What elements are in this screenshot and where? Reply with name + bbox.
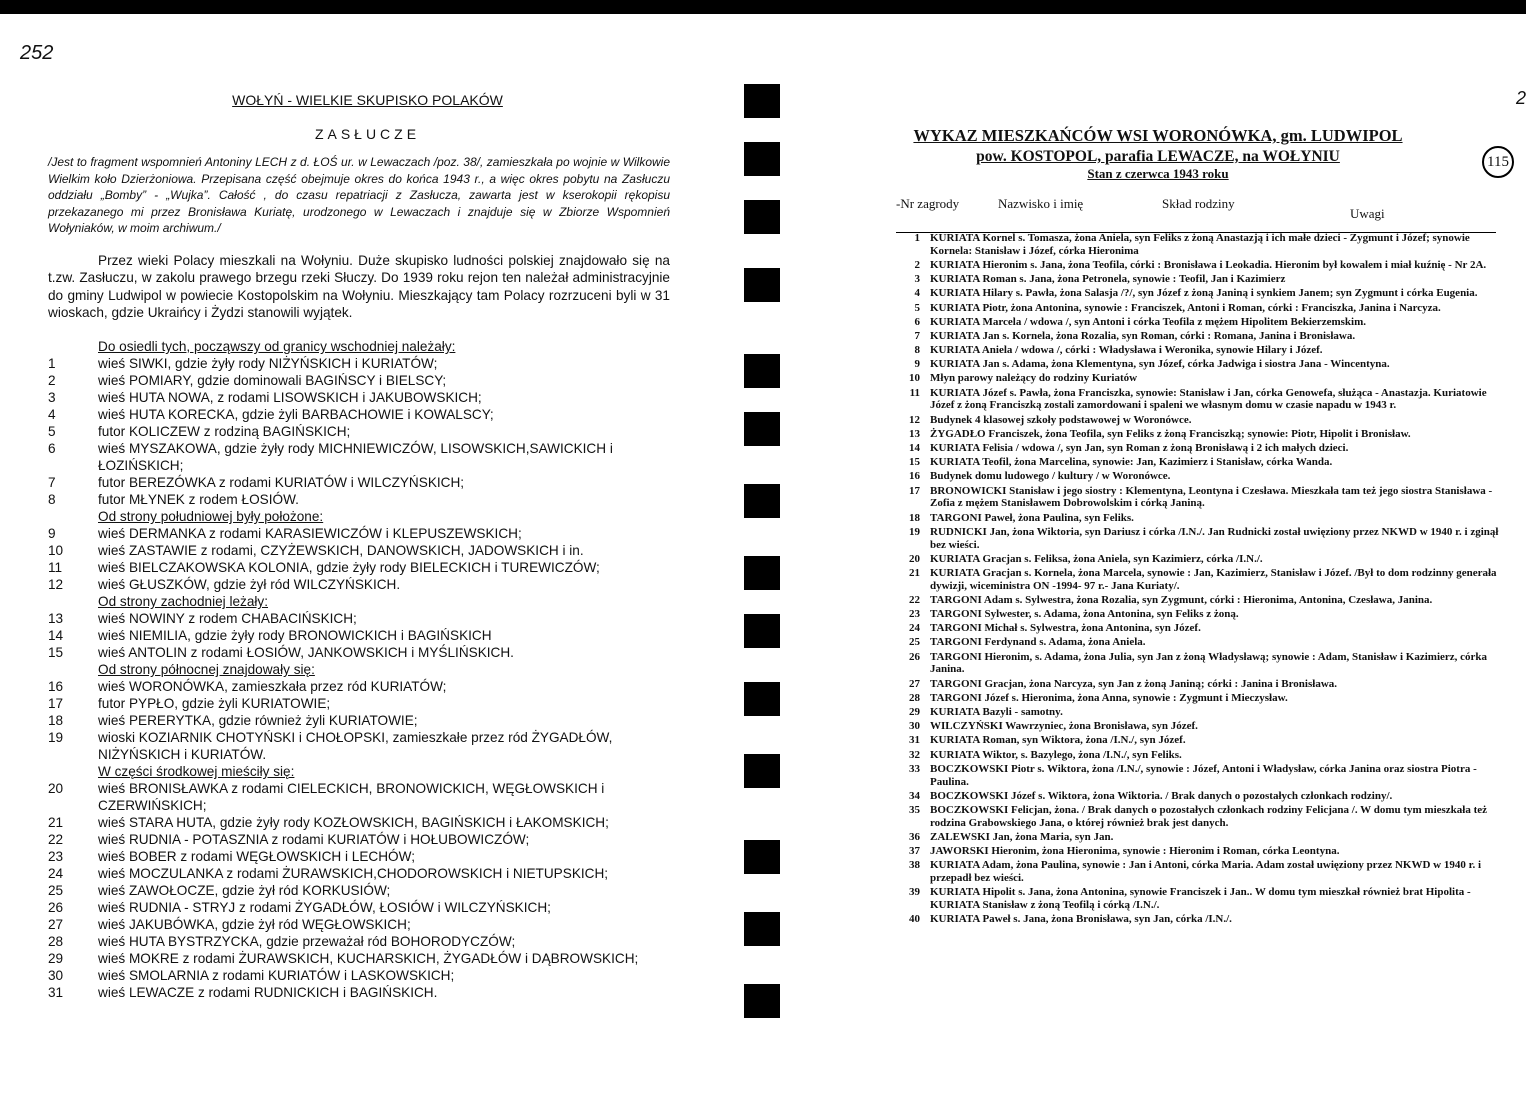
entry-text: BOCZKOWSKI Piotr s. Wiktora, żona /I.N./, synowie : Józef, Antoni i Władysław, córka Janina oraz siostra Piotra - Paulina. xyxy=(930,762,1477,788)
entry-number: 12 xyxy=(909,413,920,426)
entry-number: 3 xyxy=(914,273,920,286)
village-item xyxy=(48,406,688,423)
village-item xyxy=(48,423,688,440)
village-text: wieś HUTA BYSTRZYCKA, gdzie przeważał ród BOHORODYCZÓW; xyxy=(98,934,516,949)
village-number: 18 xyxy=(48,713,64,728)
resident-entry xyxy=(896,594,1502,607)
entry-number: 11 xyxy=(909,386,920,399)
entry-number: 27 xyxy=(909,677,920,690)
resident-entry xyxy=(896,804,1502,830)
left-title: WOŁYŃ - WIELKIE SKUPISKO POLAKÓW xyxy=(232,92,503,108)
resident-entry xyxy=(896,763,1502,789)
entry-text: KURIATA Kornel s. Tomasza, żona Aniela, syn Feliks z żoną Anastazją i ich małe dzieci - Zygmunt i Józef; synowie Kornela: Stanisław i Józef, córka Hieronima xyxy=(930,232,1470,257)
entry-number: 14 xyxy=(909,442,920,455)
resident-entries xyxy=(896,232,1502,927)
entry-number: 35 xyxy=(909,803,920,816)
entry-text: KURIATA Piotr, żona Antonina, synowie : Franciszek, Antoni i Roman, córki : Franciszka, Janina i Narcyza. xyxy=(930,301,1441,314)
binding-ring xyxy=(744,984,780,1018)
village-item xyxy=(48,831,688,848)
resident-entry xyxy=(896,302,1502,315)
village-item xyxy=(48,950,688,967)
village-text: wieś MYSZAKOWA, gdzie żyły rody MICHNIEWICZÓW, LISOWSKICH,SAWICKICH i ŁOZIŃSKICH; xyxy=(98,441,613,473)
col-header-nr: -Nr zagrody xyxy=(896,196,960,211)
village-number: 24 xyxy=(48,866,64,881)
village-number: 21 xyxy=(48,815,64,830)
right-page-number: 2 xyxy=(1516,88,1526,108)
entry-text: BRONOWICKI Stanisław i jego siostry : Klementyna, Leontyna i Czesława. Mieszkała tam też jego siostra Stanisława - Zofia z mężem Stanisławem Dobrowolskim i córką Janiną. xyxy=(930,484,1493,510)
resident-entry xyxy=(896,749,1502,762)
village-item xyxy=(48,389,688,406)
village-text: futor MŁYNEK z rodem ŁOSIÓW. xyxy=(98,492,299,507)
binding-ring xyxy=(744,84,780,118)
village-item xyxy=(48,627,688,644)
resident-entry xyxy=(896,913,1502,926)
entry-text: KURIATA Hipolit s. Jana, żona Antonina, synowie Franciszek i Jan.. W domu tym mieszkał również brat Hipolita - KURIATA Stanisław z żoną Teofilą i córką /I.N./. xyxy=(930,886,1471,912)
entry-number: 29 xyxy=(909,706,920,719)
entry-text: KURIATA Jan s. Adama, żona Klementyna, syn Józef, córka Jadwiga i siostra Jana - Wincentyna. xyxy=(930,358,1390,371)
village-number: 5 xyxy=(48,424,56,439)
entry-number: 24 xyxy=(909,622,920,635)
binding-ring xyxy=(744,754,780,788)
entry-text: WILCZYŃSKI Wawrzyniec, żona Bronisława, syn Józef. xyxy=(930,720,1198,733)
village-text: futor PYPŁO, gdzie żyli KURIATOWIE; xyxy=(98,696,331,711)
entry-number: 33 xyxy=(909,762,920,775)
left-subtitle: ZASŁUCZE xyxy=(314,126,421,142)
village-item xyxy=(48,984,688,1001)
entry-text: KURIATA Teofil, żona Marcelina, synowie: Jan, Kazimierz i Stanisław, córka Wanda. xyxy=(930,456,1333,469)
col-header-notes: Uwagi xyxy=(1350,206,1385,221)
binding-ring xyxy=(744,200,780,234)
entry-text: KURIATA Marcela / wdowa /, syn Antoni i córka Teofila z mężem Hipolitem Bekierzemskim. xyxy=(930,315,1366,328)
group-header-west: Od strony zachodniej leżały: xyxy=(98,594,269,609)
entry-text: TARGONI Hieronim, s. Adama, żona Julia, syn Jan z żoną Władysławą; synowie : Adam, Stanisław i Kazimierz, córka Janina. xyxy=(930,650,1488,676)
village-number: 11 xyxy=(48,560,63,575)
village-text: wieś MOCZULANKA z rodami ŻURAWSKICH,CHODOROWSKICH i NIETUPSKICH; xyxy=(98,866,609,881)
entry-number: 26 xyxy=(909,650,920,663)
group-header-center: W części środkowej mieściły się: xyxy=(98,764,295,779)
village-number: 10 xyxy=(48,543,64,558)
village-number: 15 xyxy=(48,645,64,660)
resident-entry xyxy=(896,456,1502,469)
village-item xyxy=(48,712,688,729)
resident-entry xyxy=(896,553,1502,566)
resident-entry xyxy=(896,651,1502,677)
entry-number: 1 xyxy=(914,232,920,244)
entry-text: KURIATA Józef s. Pawła, żona Franciszka, synowie: Stanisław i Jan, córka Genowefa, służąca - Anastazja. Kuriatowie Józef z żoną Franciszką zostali zamordowani i spaleni we własnym domu w czasie napadu w 1943 r. xyxy=(930,386,1487,412)
village-item xyxy=(48,678,688,695)
village-item xyxy=(48,610,688,627)
village-group-north xyxy=(48,678,688,763)
intro-paragraph: Przez wieki Polacy mieszkali na Wołyniu. Duże skupisko ludności polskiej znajdowało się na t.zw. Zasłuczu, w zakolu prawego brzegu rzeki Słuczy. Do 1939 roku rejon ten należał administracyjnie do gminy Ludwipol w powiecie Kostopolskim na Wołyniu. Mieszkający tam Polacy rozrzuceni byli w 31 wioskach, gdzie Ukraińcy i Żydzi stanowili wyjątek. xyxy=(48,253,670,321)
binding-ring xyxy=(744,268,780,302)
village-item xyxy=(48,899,688,916)
resident-entry xyxy=(896,485,1502,511)
village-text: wieś HUTA NOWA, z rodami LISOWSKICH i JAKUBOWSKICH; xyxy=(98,390,482,405)
village-text: wieś NOWINY z rodem CHABACIŃSKICH; xyxy=(98,611,357,626)
village-number: 17 xyxy=(48,696,64,711)
entry-number: 10 xyxy=(909,372,920,385)
entry-number: 17 xyxy=(909,484,920,497)
resident-entry xyxy=(896,636,1502,649)
village-item xyxy=(48,967,688,984)
binding-ring xyxy=(744,614,780,648)
village-text: wieś POMIARY, gdzie dominowali BAGIŃSCY i BIELSCY; xyxy=(98,373,447,388)
village-item xyxy=(48,644,688,661)
entry-number: 13 xyxy=(909,427,920,440)
entry-number: 34 xyxy=(909,789,920,802)
village-item xyxy=(48,780,688,814)
right-title-location: pow. KOSTOPOL, parafia LEWACZE, na WOŁYNIU xyxy=(976,148,1340,165)
village-item xyxy=(48,491,688,508)
village-number: 8 xyxy=(48,492,56,507)
resident-entry xyxy=(896,273,1502,286)
village-item xyxy=(48,729,688,763)
entry-number: 28 xyxy=(909,691,920,704)
village-number: 13 xyxy=(48,611,64,626)
entry-text: Młyn parowy należący do rodziny Kuriatów xyxy=(930,372,1138,385)
resident-entry xyxy=(896,859,1502,885)
village-item xyxy=(48,525,688,542)
resident-entry xyxy=(896,706,1502,719)
village-item xyxy=(48,865,688,882)
entry-text: KURIATA Roman, syn Wiktora, żona /I.N./, syn Józef. xyxy=(930,734,1186,747)
resident-entry xyxy=(896,316,1502,329)
entry-number: 31 xyxy=(909,734,920,747)
resident-entry xyxy=(896,678,1502,691)
binding-ring xyxy=(744,142,780,176)
village-number: 30 xyxy=(48,968,64,983)
village-item xyxy=(48,474,688,491)
village-text: wieś RUDNIA - STRYJ z rodami ŻYGADŁÓW, ŁOSIÓW i WILCZYŃSKICH; xyxy=(98,900,551,915)
village-number: 3 xyxy=(48,390,56,405)
resident-entry xyxy=(896,608,1502,621)
resident-entry xyxy=(896,387,1502,413)
entry-text: KURIATA Adam, żona Paulina, synowie : Jan i Antoni, córka Maria. Adam został uwięziony przez NKWD w 1940 r. i przepadł bez wieści. xyxy=(930,859,1482,885)
entry-number: 23 xyxy=(909,608,920,621)
entry-text: TARGONI Józef s. Hieronima, żona Anna, synowie : Zygmunt i Mieczysław. xyxy=(930,691,1288,704)
village-number: 25 xyxy=(48,883,64,898)
entry-text: KURIATA Paweł s. Jana, żona Bronisława, syn Jan, córka /I.N./. xyxy=(930,913,1232,926)
village-text: wieś BIELCZAKOWSKA KOLONIA, gdzie żyły rody BIELECKICH i TUREWICZÓW; xyxy=(98,560,600,575)
spiral-binding xyxy=(738,14,786,1115)
entry-text: TARGONI Adam s. Sylwestra, żona Rozalia, syn Zygmunt, córki : Hieronima, Antonina, Czesława, Janina. xyxy=(930,593,1433,606)
village-text: wieś MOKRE z rodami ŻURAWSKICH, KUCHARSKICH, ŻYGADŁÓW i DĄBROWSKICH; xyxy=(98,951,639,966)
entry-number: 36 xyxy=(909,830,920,843)
village-group-east xyxy=(48,355,688,508)
entry-number: 20 xyxy=(909,552,920,565)
village-number: 6 xyxy=(48,441,56,456)
village-group-south xyxy=(48,525,688,593)
entry-text: KURIATA Gracjan s. Kornela, żona Marcela, synowie : Jan, Kazimierz, Stanisław i Józef. /Był to dom rodzinny generała dywizji, wiceministra ON -1994- 97 r.- Jana Kuriaty/. xyxy=(930,566,1497,592)
village-number: 2 xyxy=(48,373,56,388)
group-header-east: Do osiedli tych, począwszy od granicy wschodniej należały: xyxy=(98,339,456,354)
entry-number: 30 xyxy=(909,720,920,733)
resident-entry xyxy=(896,567,1502,593)
resident-entry xyxy=(896,734,1502,747)
village-number: 4 xyxy=(48,407,56,422)
village-text: wieś ANTOLIN z rodami ŁOSIÓW, JANKOWSKICH i MYŚLIŃSKICH. xyxy=(98,645,514,660)
village-text: wieś DERMANKA z rodami KARASIEWICZÓW i KLEPUSZEWSKICH; xyxy=(98,526,522,541)
binding-ring xyxy=(744,840,780,874)
entry-text: Budynek domu ludowego / kultury / w Woronówce. xyxy=(930,470,1171,483)
group-header-south: Od strony południowej były położone: xyxy=(98,509,324,524)
entry-number: 9 xyxy=(914,358,920,371)
village-number: 20 xyxy=(48,781,64,796)
left-page xyxy=(0,14,735,1115)
entry-number: 38 xyxy=(909,859,920,872)
resident-entry xyxy=(896,470,1502,483)
village-text: futor KOLICZEW z rodziną BAGIŃSKICH; xyxy=(98,424,351,439)
village-text: wieś ZASTAWIE z rodami, CZYŻEWSKICH, DANOWSKICH, JADOWSKICH i in. xyxy=(98,543,584,558)
village-item xyxy=(48,695,688,712)
resident-entry xyxy=(896,414,1502,427)
circled-number: 115 xyxy=(1482,146,1514,178)
entry-text: KURIATA Wiktor, s. Bazylego, żona /I.N./, syn Feliks. xyxy=(930,748,1182,761)
village-number: 26 xyxy=(48,900,64,915)
village-item xyxy=(48,372,688,389)
village-item xyxy=(48,933,688,950)
entry-number: 4 xyxy=(914,287,920,300)
resident-entry xyxy=(896,845,1502,858)
village-text: futor BEREZÓWKA z rodami KURIATÓW i WILCZYŃSKICH; xyxy=(98,475,465,490)
village-number: 23 xyxy=(48,849,64,864)
entry-text: Budynek 4 klasowej szkoły podstawowej w Woronówce. xyxy=(930,413,1192,426)
binding-ring xyxy=(744,484,780,518)
entry-text: KURIATA Hilary s. Pawła, żona Salasja /?/, syn Józef z żoną Janiną i synkiem Janem; syn Zygmunt i córka Eugenia. xyxy=(930,287,1478,300)
village-item xyxy=(48,355,688,372)
binding-ring xyxy=(744,354,780,388)
village-text: wieś PERERYTKA, gdzie również żyli KURIATOWIE; xyxy=(98,713,418,728)
village-number: 14 xyxy=(48,628,64,643)
village-group-center xyxy=(48,780,688,1001)
resident-entry xyxy=(896,287,1502,300)
entry-number: 25 xyxy=(909,636,920,649)
resident-entry xyxy=(896,344,1502,357)
village-item xyxy=(48,916,688,933)
village-text: wieś LEWACZE z rodami RUDNICKICH i BAGIŃSKICH. xyxy=(98,985,438,1000)
village-number: 16 xyxy=(48,679,64,694)
entry-text: KURIATA Gracjan s. Feliksa, żona Aniela, syn Kazimierz, córka /I.N./. xyxy=(930,552,1263,565)
village-text: wieś SMOLARNIA z rodami KURIATÓW i LASKOWSKICH; xyxy=(98,968,455,983)
right-page xyxy=(790,14,1526,1115)
village-item xyxy=(48,440,688,474)
village-number: 1 xyxy=(48,356,56,371)
resident-entry xyxy=(896,526,1502,552)
source-note: /Jest to fragment wspomnień Antoniny LECH z d. ŁOŚ ur. w Lewaczach /poz. 38/, zamieszkała po wojnie w Wilkowie Wielkim koło Dzierżoniowa. Przepisana część obejmuje okres do końca 1943 r., a więc okres pobytu na Zasłuczu oddziału „Bomby” - „Wujka”. Całość , do czasu repatriacji z Zasłucza, zawarta jest w kserokopii rękopisu przekazanego mi przez Bronisława Kuriatę, urodzonego w Lewaczach i znajduje się w Zbiorze Wspomnień Wołyniaków, w moim archiwum./ xyxy=(48,155,670,236)
left-page-number: 252 xyxy=(20,42,54,64)
village-number: 7 xyxy=(48,475,56,490)
group-header-north: Od strony północnej znajdowały się: xyxy=(98,662,315,677)
entry-number: 8 xyxy=(914,344,920,357)
village-group-west xyxy=(48,610,688,661)
village-number: 31 xyxy=(48,985,64,1000)
village-item xyxy=(48,814,688,831)
village-text: wieś GŁUSZKÓW, gdzie żył ród WILCZYŃSKICH. xyxy=(98,577,401,592)
entry-text: KURIATA Roman s. Jana, żona Petronela, synowie : Teofil, Jan i Kazimierz xyxy=(930,273,1286,286)
village-item xyxy=(48,542,688,559)
resident-entry xyxy=(896,790,1502,803)
entry-text: TARGONI Ferdynand s. Adama, żona Aniela. xyxy=(930,636,1146,649)
binding-ring xyxy=(744,412,780,446)
entry-number: 22 xyxy=(909,593,920,606)
col-header-family: Skład rodziny xyxy=(1162,196,1235,211)
village-text: wieś BOBER z rodami WĘGŁOWSKICH i LECHÓW; xyxy=(98,849,415,864)
entry-number: 16 xyxy=(909,470,920,483)
village-text: wieś SIWKI, gdzie żyły rody NIŻYŃSKICH i KURIATÓW; xyxy=(98,356,438,371)
village-number: 22 xyxy=(48,832,64,847)
village-list xyxy=(48,338,688,1001)
village-number: 27 xyxy=(48,917,64,932)
entry-text: RUDNICKI Jan, żona Wiktoria, syn Dariusz i córka /I.N./. Jan Rudnicki został uwięziony przez NKWD w 1940 r. i zginął bez wieści. xyxy=(930,525,1499,551)
entry-text: BOCZKOWSKI Felicjan, żona. / Brak danych o pozostałych członkach rodziny Felicjana /. W domu tym mieszkała też rodzina Grabowskiego Jana, o której również brak jest danych. xyxy=(930,803,1488,829)
entry-number: 37 xyxy=(909,845,920,858)
resident-entry xyxy=(896,428,1502,441)
village-text: wieś ZAWOŁOCZE, gdzie żył ród KORKUSIÓW; xyxy=(98,883,391,898)
entry-text: TARGONI Paweł, żona Paulina, syn Feliks. xyxy=(930,511,1134,524)
village-number: 19 xyxy=(48,730,64,745)
entry-number: 2 xyxy=(914,258,920,271)
binding-ring xyxy=(744,682,780,716)
village-item xyxy=(48,848,688,865)
entry-text: KURIATA Hieronim s. Jana, żona Teofila, córki : Bronisława i Leokadia. Hieronim był kowalem i miał kuźnię - Nr 2A. xyxy=(930,258,1487,271)
entry-number: 15 xyxy=(909,456,920,469)
entry-text: KURIATA Bazyli - samotny. xyxy=(930,706,1063,719)
entry-number: 21 xyxy=(909,566,920,579)
right-title: WYKAZ MIESZKAŃCÓW WSI WORONÓWKA, gm. LUDWIPOL xyxy=(913,126,1403,145)
village-number: 29 xyxy=(48,951,64,966)
entry-number: 39 xyxy=(909,886,920,899)
resident-entry xyxy=(896,886,1502,912)
resident-entry xyxy=(896,622,1502,635)
entry-number: 6 xyxy=(914,315,920,328)
entry-text: TARGONI Gracjan, żona Narcyza, syn Jan z żoną Janiną; córki : Janina i Bronisława. xyxy=(930,677,1338,690)
resident-entry xyxy=(896,330,1502,343)
village-text: wieś WORONÓWKA, zamieszkała przez ród KURIATÓW; xyxy=(98,679,447,694)
village-text: wieś RUDNIA - POTASZNIA z rodami KURIATÓW i HOŁUBOWICZÓW; xyxy=(98,832,530,847)
entry-text: KURIATA Aniela / wdowa /, córki : Władysława i Weronika, synowie Hilary i Józef. xyxy=(930,344,1323,357)
resident-entry xyxy=(896,372,1502,385)
entry-text: KURIATA Felisia / wdowa /, syn Jan, syn Roman z żoną Bronisławą i 2 ich małych dzieci. xyxy=(930,442,1349,455)
entry-text: TARGONI Michał s. Sylwestra, żona Antonina, syn Józef. xyxy=(930,622,1201,635)
entry-text: JAWORSKI Hieronim, żona Hieronima, synowie : Hieronim i Roman, córka Leontyna. xyxy=(930,845,1340,858)
village-text: wieś JAKUBÓWKA, gdzie żył ród WĘGŁOWSKICH; xyxy=(98,917,411,932)
resident-entry xyxy=(896,512,1502,525)
resident-entry xyxy=(896,232,1502,258)
entry-text: KURIATA Jan s. Kornela, żona Rozalia, syn Roman, córki : Romana, Janina i Bronisława. xyxy=(930,329,1356,342)
entry-number: 32 xyxy=(909,748,920,761)
right-title-date: Stan z czerwca 1943 roku xyxy=(1087,166,1229,181)
resident-entry xyxy=(896,442,1502,455)
village-number: 12 xyxy=(48,577,64,592)
resident-entry xyxy=(896,358,1502,371)
entry-text: ZALEWSKI Jan, żona Maria, syn Jan. xyxy=(930,830,1114,843)
village-item xyxy=(48,576,688,593)
village-text: wieś STARA HUTA, gdzie żyły rody KOZŁOWSKICH, BAGIŃSKICH i ŁAKOMSKICH; xyxy=(98,815,609,830)
entry-number: 19 xyxy=(909,525,920,538)
entry-text: TARGONI Sylwester, s. Adama, żona Antonina, syn Feliks z żoną. xyxy=(930,608,1239,621)
binding-ring xyxy=(744,912,780,946)
scan-top-border xyxy=(0,0,1526,14)
resident-entry xyxy=(896,692,1502,705)
entry-number: 5 xyxy=(914,301,920,314)
village-item xyxy=(48,559,688,576)
binding-ring xyxy=(744,556,780,590)
resident-entry xyxy=(896,831,1502,844)
village-text: wieś BRONISŁAWKA z rodami CIELECKICH, BRONOWICKICH, WĘGŁOWSKICH i CZERWIŃSKICH; xyxy=(98,781,605,813)
village-number: 9 xyxy=(48,526,56,541)
village-text: wieś HUTA KORECKA, gdzie żyli BARBACHOWIE i KOWALSCY; xyxy=(98,407,494,422)
village-text: wioski KOZIARNIK CHOTYŃSKI i CHOŁOPSKI, zamieszkałe przez ród ŻYGADŁÓW, NIŻYŃSKICH i KURIATÓW. xyxy=(98,730,613,762)
entry-number: 7 xyxy=(914,329,920,342)
village-number: 28 xyxy=(48,934,64,949)
village-item xyxy=(48,882,688,899)
entry-text: ŻYGADŁO Franciszek, żona Teofila, syn Feliks z żoną Franciszką; synowie: Piotr, Hipolit i Bronisław. xyxy=(930,427,1411,440)
col-header-name: Nazwisko i imię xyxy=(998,196,1084,211)
entry-number: 40 xyxy=(909,913,920,926)
village-text: wieś NIEMILIA, gdzie żyły rody BRONOWICKICH i BAGIŃSKICH xyxy=(98,628,492,643)
resident-entry xyxy=(896,259,1502,272)
resident-entry xyxy=(896,720,1502,733)
entry-number: 18 xyxy=(909,511,920,524)
entry-text: BOCZKOWSKI Józef s. Wiktora, żona Wiktoria. / Brak danych o pozostałych członkach rodziny/. xyxy=(930,789,1393,802)
